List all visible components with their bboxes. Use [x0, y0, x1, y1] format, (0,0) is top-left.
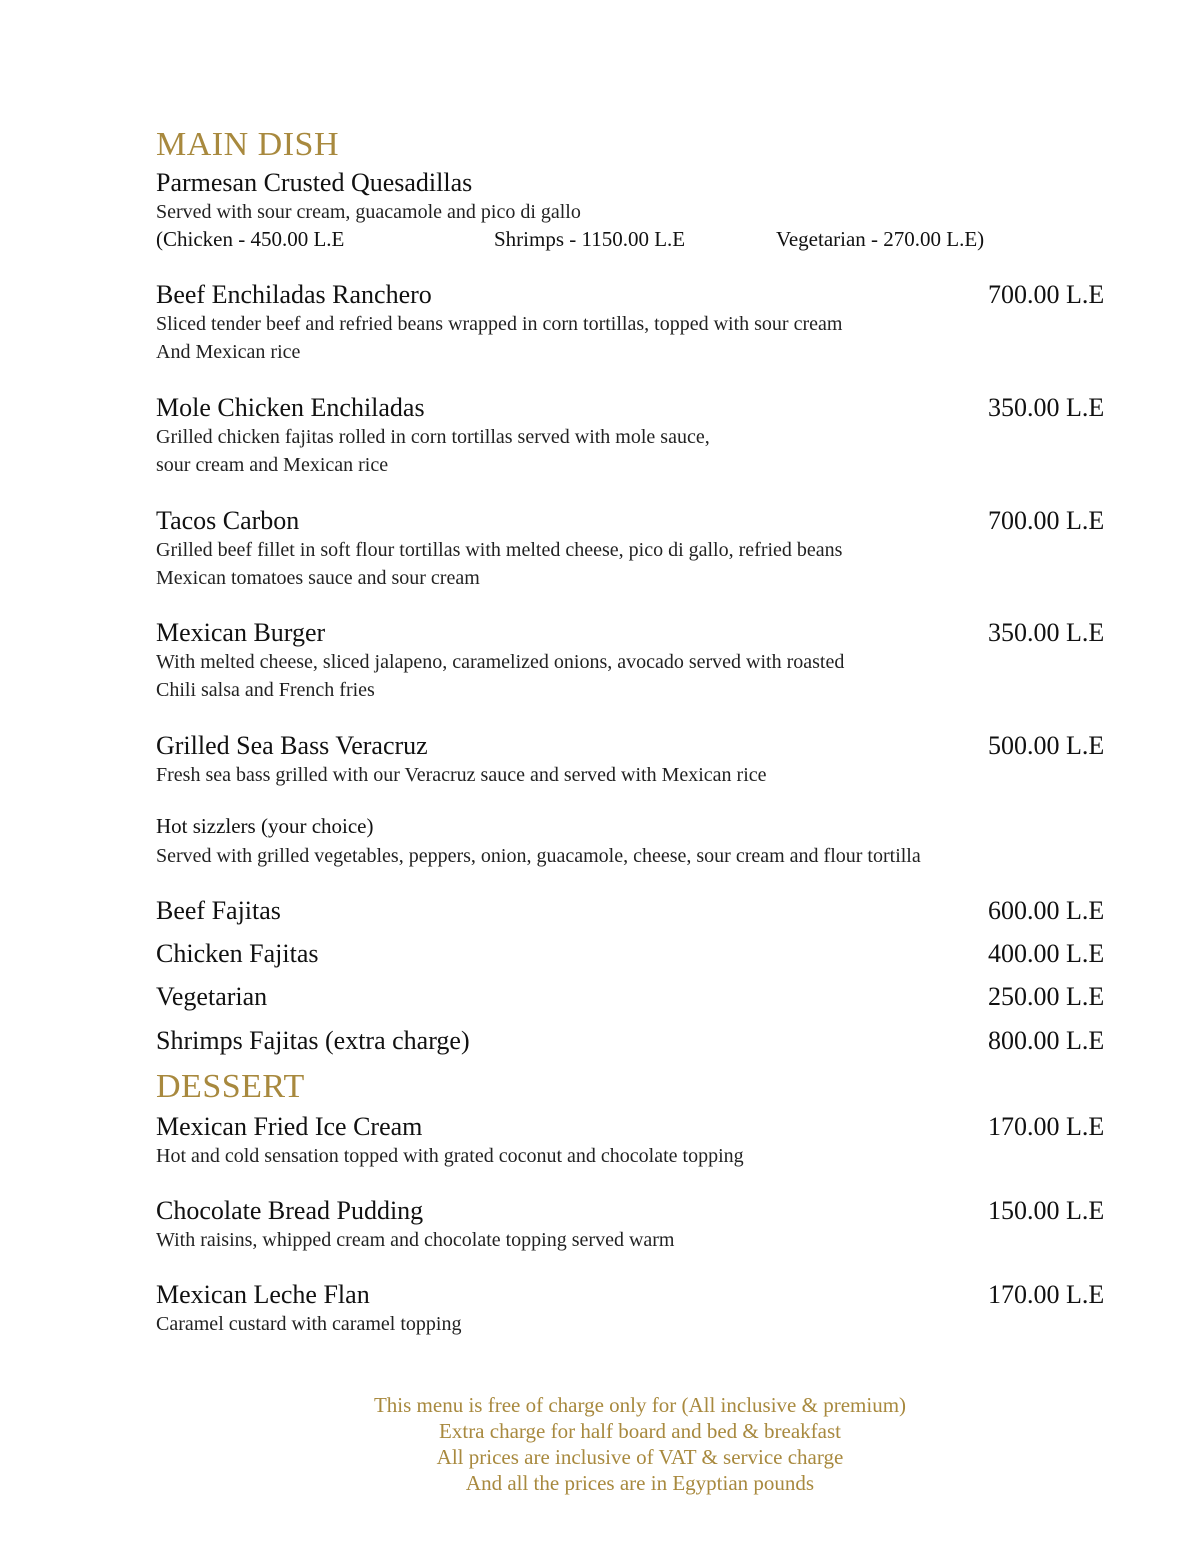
menu-item-name: Chocolate Bread Pudding — [156, 1196, 424, 1225]
sizzler-option-name: Beef Fajitas — [156, 896, 281, 925]
description-line: Grilled chicken fajitas rolled in corn tortillas served with mole sauce, — [156, 426, 710, 448]
description-line: Fresh sea bass grilled with our Veracruz sauce and served with Mexican rice — [156, 764, 767, 786]
variant-shrimps: Shrimps - 1150.00 L.E — [494, 227, 686, 251]
menu-item-name: Mexican Fried Ice Cream — [156, 1112, 423, 1141]
menu-item-name: Tacos Carbon — [156, 506, 300, 535]
sizzlers-description: Served with grilled vegetables, peppers, onion, guacamole, cheese, sour cream and flour tortilla — [156, 845, 921, 867]
menu-item-price: 500.00 L.E — [988, 731, 1105, 760]
menu-item-description-quesadillas: Served with sour cream, guacamole and pico di gallo — [156, 201, 581, 223]
sizzler-option-price: 250.00 L.E — [988, 982, 1105, 1011]
footer-line: And all the prices are in Egyptian pounds — [465, 1471, 815, 1495]
menu-item-price: 350.00 L.E — [988, 618, 1105, 647]
menu-item-description — [156, 536, 842, 592]
description-line: Sliced tender beef and refried beans wrapped in corn tortillas, topped with sour cream — [156, 313, 843, 335]
sizzler-option-price: 800.00 L.E — [988, 1026, 1105, 1055]
menu-item-price: 150.00 L.E — [988, 1196, 1105, 1225]
menu-footer-notes — [0, 1392, 1200, 1496]
sizzlers-heading: Hot sizzlers (your choice) — [156, 814, 374, 838]
footer-line: Extra charge for half board and bed & breakfast — [439, 1419, 841, 1443]
variant-chicken: (Chicken - 450.00 L.E — [156, 227, 345, 251]
menu-item-price: 700.00 L.E — [988, 280, 1105, 309]
menu-item-description — [156, 761, 767, 789]
menu-item-description — [156, 648, 844, 704]
description-line: Chili salsa and French fries — [156, 679, 375, 701]
menu-item-description: Caramel custard with caramel topping — [156, 1313, 462, 1335]
footer-line: All prices are inclusive of VAT & service charge — [436, 1445, 844, 1469]
section-title-dessert: DESSERT — [156, 1068, 305, 1105]
description-line: With melted cheese, sliced jalapeno, caramelized onions, avocado served with roasted — [156, 651, 845, 673]
menu-item-description: With raisins, whipped cream and chocolate topping served warm — [156, 1229, 675, 1251]
section-title-main-dish: MAIN DISH — [156, 126, 339, 163]
menu-item-name: Mexican Burger — [156, 618, 326, 647]
menu-item-description: Hot and cold sensation topped with grated coconut and chocolate topping — [156, 1145, 744, 1167]
menu-item-name: Beef Enchiladas Ranchero — [156, 280, 432, 309]
menu-item-name: Mexican Leche Flan — [156, 1280, 370, 1309]
menu-item-name: Mole Chicken Enchiladas — [156, 393, 425, 422]
footer-line: This menu is free of charge only for (All inclusive & premium) — [373, 1393, 907, 1417]
menu-item-description — [156, 310, 842, 366]
menu-item-description — [156, 423, 710, 479]
menu-item-name-quesadillas: Parmesan Crusted Quesadillas — [156, 168, 473, 197]
description-line: sour cream and Mexican rice — [156, 454, 389, 476]
description-line: And Mexican rice — [156, 341, 301, 363]
sizzler-option-price: 600.00 L.E — [988, 896, 1105, 925]
sizzler-option-name: Shrimps Fajitas (extra charge) — [156, 1026, 470, 1055]
sizzler-option-name: Vegetarian — [156, 982, 268, 1011]
description-line: Mexican tomatoes sauce and sour cream — [156, 567, 480, 589]
menu-item-price: 700.00 L.E — [988, 506, 1105, 535]
description-line: Grilled beef fillet in soft flour tortillas with melted cheese, pico di gallo, refried beans — [156, 539, 843, 561]
sizzler-option-price: 400.00 L.E — [988, 939, 1105, 968]
variant-vegetarian: Vegetarian - 270.00 L.E) — [776, 227, 985, 251]
menu-item-name: Grilled Sea Bass Veracruz — [156, 731, 428, 760]
menu-item-price: 350.00 L.E — [988, 393, 1105, 422]
menu-item-price: 170.00 L.E — [988, 1280, 1105, 1309]
sizzler-option-name: Chicken Fajitas — [156, 939, 319, 968]
menu-item-price: 170.00 L.E — [988, 1112, 1105, 1141]
